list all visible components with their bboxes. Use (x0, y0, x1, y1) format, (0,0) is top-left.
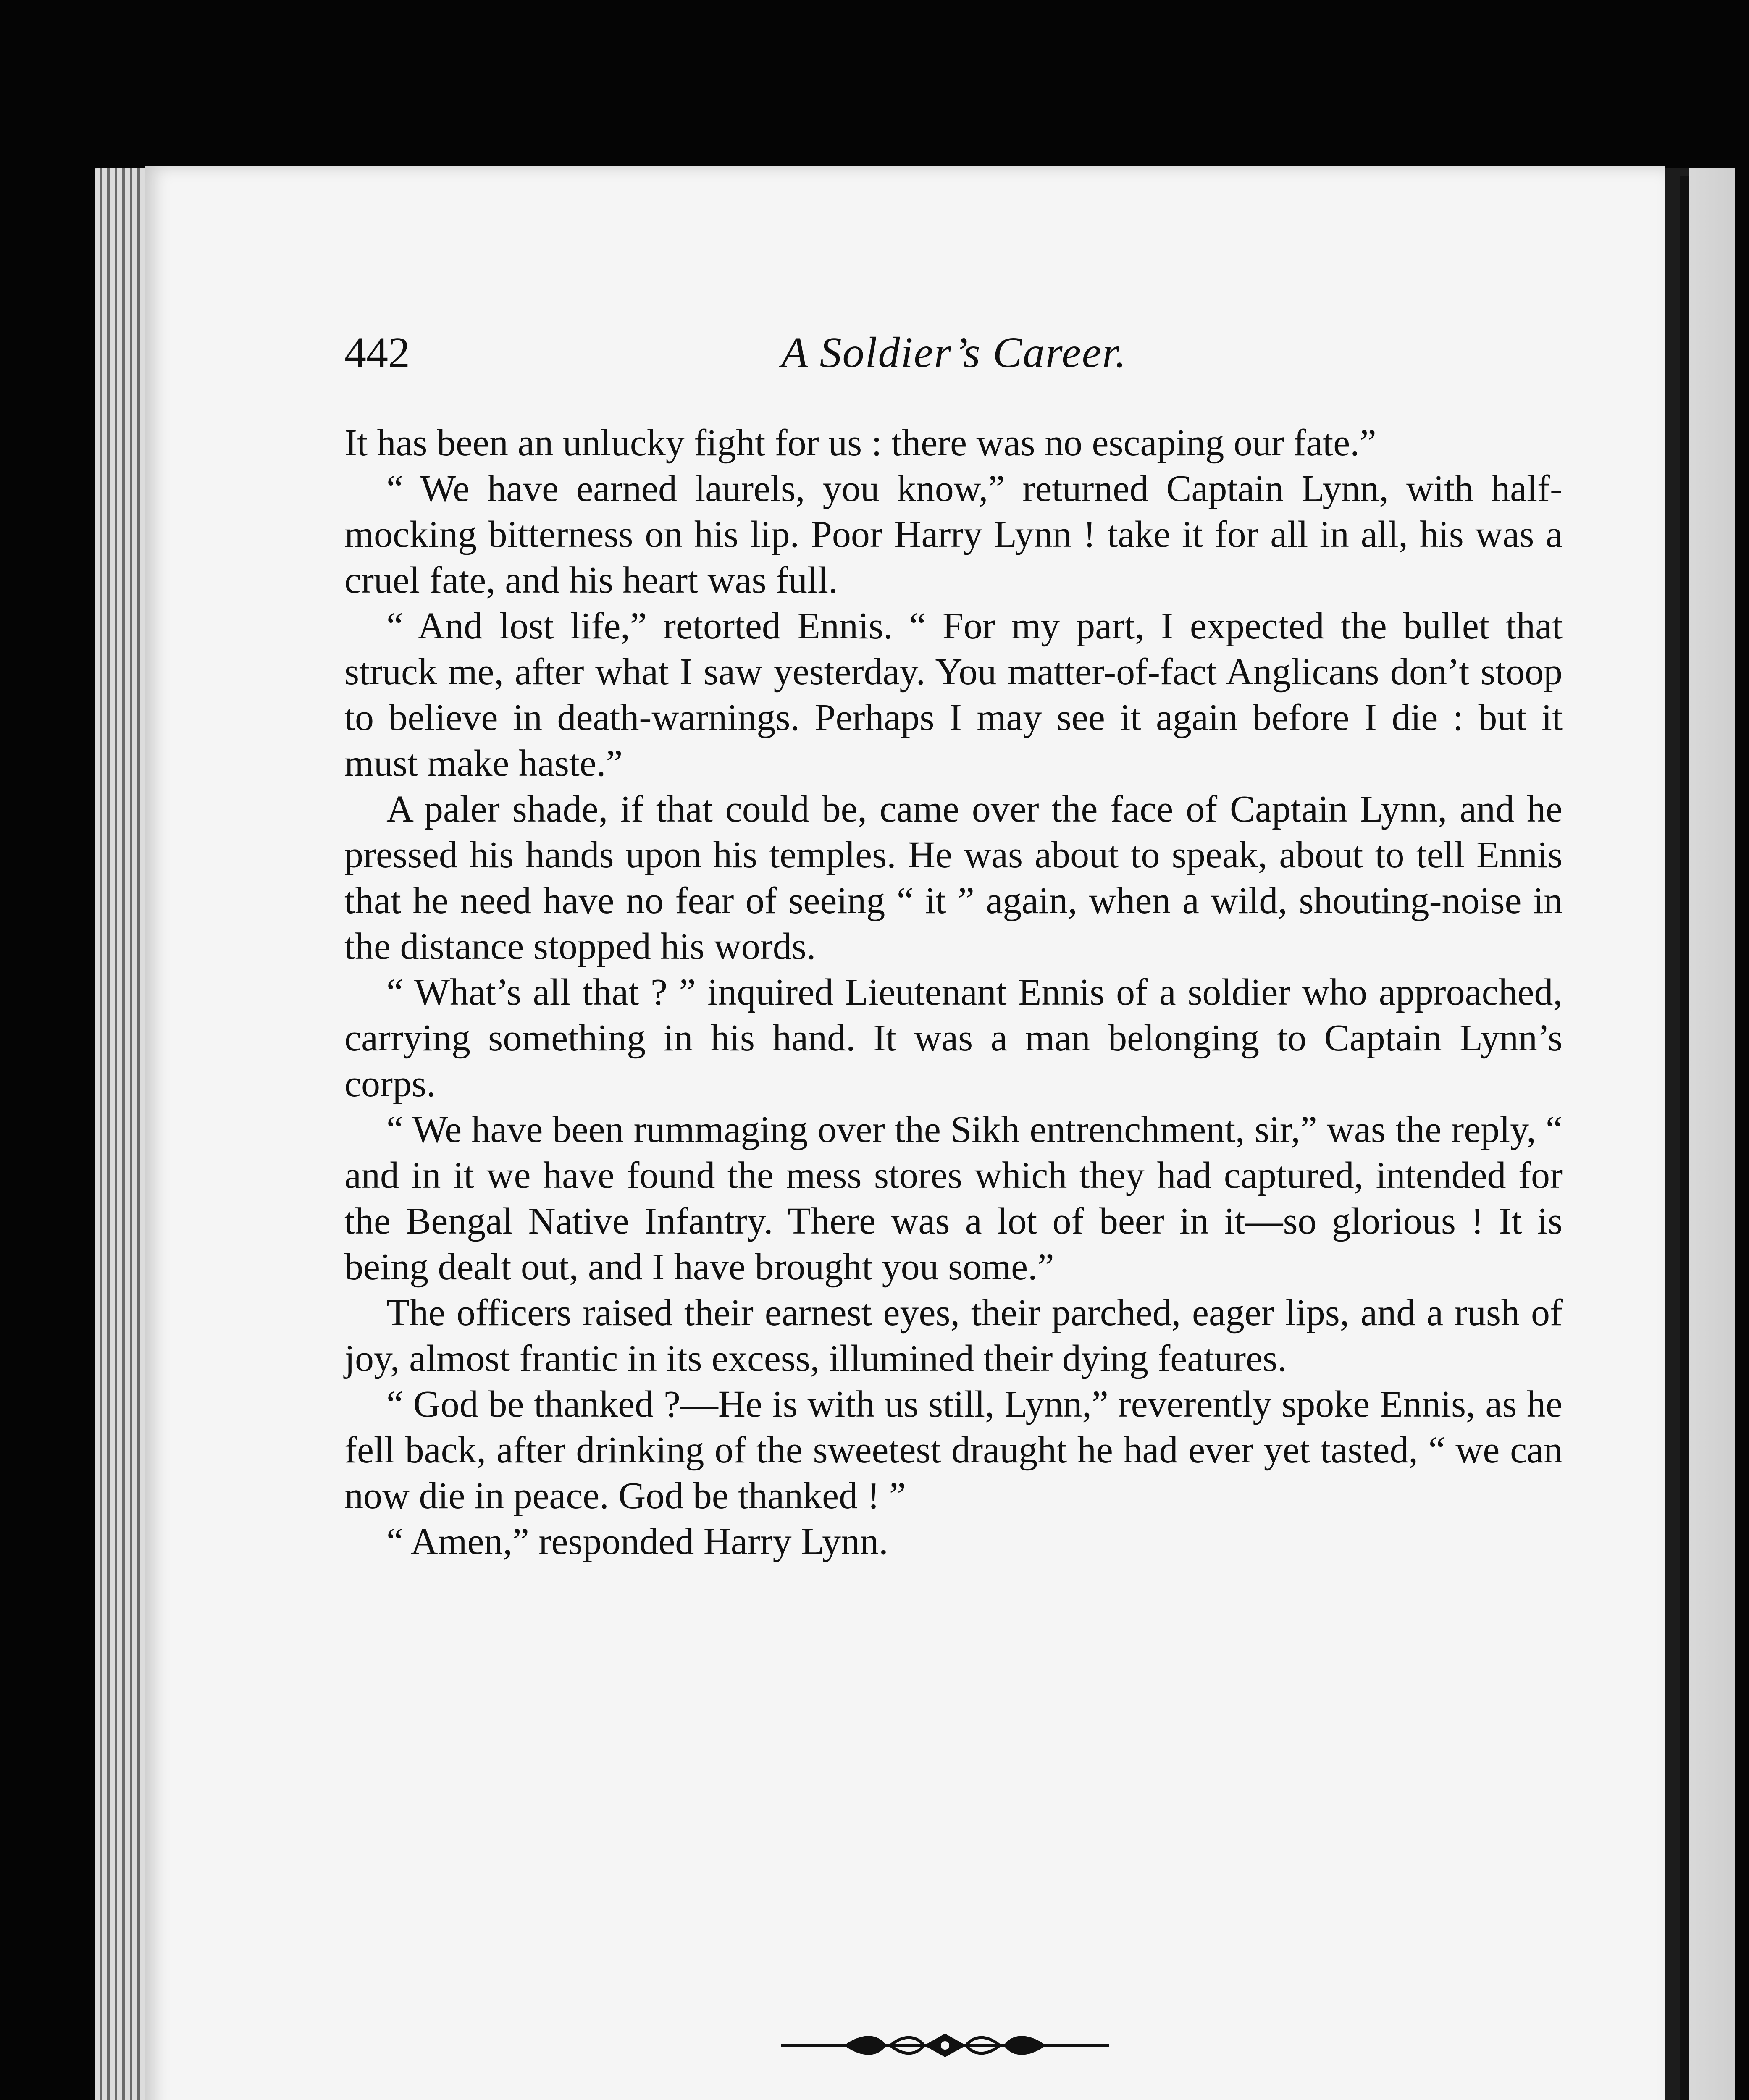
running-title: A Soldier’s Career. (781, 328, 1127, 377)
paragraph: “ Amen,” responded Harry Lynn. (386, 1521, 888, 1562)
paragraph: “ We have earned laurels, you know,” returned Captain Lynn, with half-mocking bitterness on his lip. Poor Harry Lynn ! take it for all in all, his was a cruel fate, and his heart was full. (344, 468, 1563, 601)
page-header (344, 328, 1584, 386)
paragraph: “ We have been rummaging over the Sikh entrenchment, sir,” was the reply, “ and in it we have found the mess stores which they had captured, intended for the Bengal Native Infantry. There was a lot of beer in it—so glorious ! It is being dealt out, and I have brought you some.” (344, 1109, 1563, 1288)
page-edge-stack (95, 168, 149, 2100)
page-number: 442 (344, 328, 410, 377)
paragraph: A paler shade, if that could be, came over the face of Captain Lynn, and he pressed his hands upon his temples. He was about to speak, about to tell Ennis that he need have no fear of seeing “ it ” again, when a wild, shouting-noise in the distance stopped his words. (344, 788, 1563, 967)
paragraph: “ God be thanked ?—He is with us still, Lynn,” reverently spoke Ennis, as he fell back, after drinking of the sweetest draught he had ever yet tasted, “ we can now die in peace. God be thanked ! ” (344, 1383, 1563, 1517)
paragraph: “ And lost life,” retorted Ennis. “ For my part, I expected the bullet that struck me, after what I saw yesterday. You matter-of-fact Anglicans don’t stoop to believe in death-warnings. Perhaps I may see it again before I die : but it must make haste.” (344, 605, 1563, 784)
body-text (344, 420, 1563, 1564)
paragraph: The officers raised their earnest eyes, their parched, eager lips, and a rush of joy, almost frantic in its excess, illumined their dying features. (344, 1292, 1563, 1379)
book-gutter (1680, 176, 1689, 2100)
section-ornament-icon (781, 2029, 1109, 2062)
paragraph: It has been an unlucky fight for us : there was no escaping our fate.” (344, 422, 1376, 464)
paragraph: “ What’s all that ? ” inquired Lieutenant Ennis of a soldier who approached, carrying something in his hand. It was a man belonging to Captain Lynn’s corps. (344, 971, 1563, 1105)
facing-page-edge (1663, 168, 1735, 2100)
